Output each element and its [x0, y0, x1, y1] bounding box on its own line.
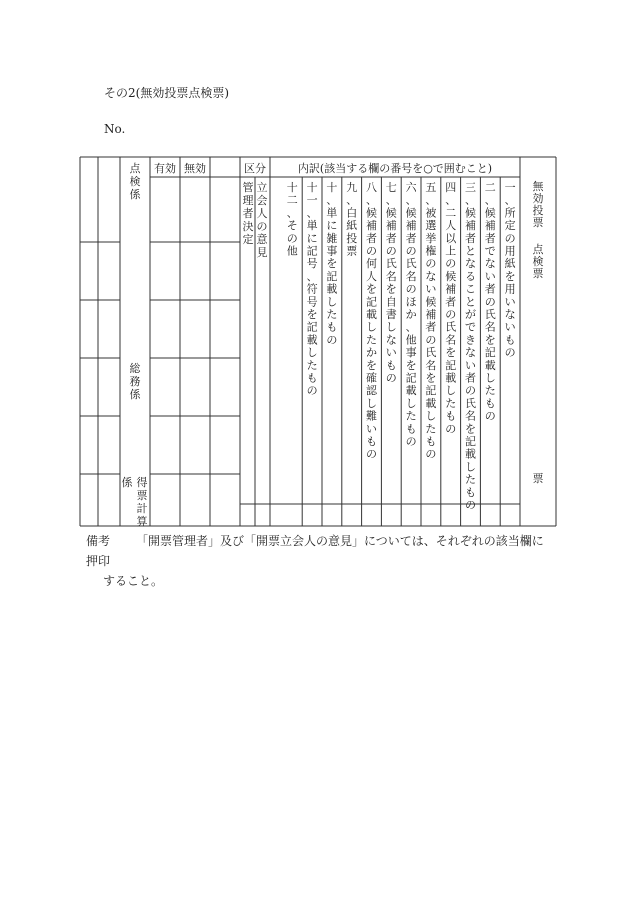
breakdown-header: 内訳(該当する欄の番号を○で囲むこと) [297, 162, 493, 175]
count-suffix: 票 [532, 472, 544, 485]
reason-item-6: 六、候補者の氏名のほか、他事を記載したもの [405, 181, 417, 448]
reason-item-9: 九、白紙投票 [346, 181, 358, 258]
form-title-invalid-votes: 無効投票 [532, 180, 544, 229]
valid-header: 有効 [154, 162, 176, 175]
reason-item-8: 八、候補者の何人を記載したかを確認し難いもの [366, 181, 377, 461]
reason-item-5: 五、被選挙権のない候補者の氏名を記載したもの [425, 181, 437, 461]
notes-line-2: すること。 [103, 574, 164, 588]
classification-option-observer: 立会人の意見 [256, 181, 268, 259]
page-title: その2(無効投票点検票) [104, 86, 229, 100]
reason-item-2: 二、候補者でない者の氏名を記載したもの [484, 181, 496, 423]
reason-item-7: 七、候補者の氏名を自書しないもの [385, 181, 397, 385]
notes-line-1: 「開票管理者」及び「開票立会人の意見」については、それぞれの該当欄に押印 [86, 534, 544, 568]
form-title-inspection: 点検票 [532, 243, 544, 280]
classification-header: 区分 [244, 162, 266, 175]
number-label: No. [104, 122, 126, 136]
notes-label: 備考 [86, 534, 111, 548]
reason-item-1: 一、所定の用紙を用いないもの [504, 181, 516, 360]
reason-item-12: 十二、その他 [286, 181, 298, 258]
classification-option-administrator: 管理者決定 [242, 181, 254, 246]
notes [86, 531, 546, 591]
invalid-header: 無効 [184, 162, 206, 175]
inspector-label: 点検係 [129, 162, 141, 201]
vote-count-suffix: 係 [121, 476, 133, 489]
reason-item-3: 三、候補者となることができない者の氏名を記載したもの [465, 181, 476, 512]
reason-item-10: 十、単に雑事を記載したもの [326, 181, 338, 347]
general-affairs-label: 総務係 [129, 362, 141, 401]
vote-count-label: 得票計算 [136, 476, 148, 528]
reason-item-4: 四、二人以上の候補者の氏名を記載したもの [445, 181, 457, 436]
reason-item-11: 十一、単に記号、符号を記載したもの [306, 181, 318, 398]
